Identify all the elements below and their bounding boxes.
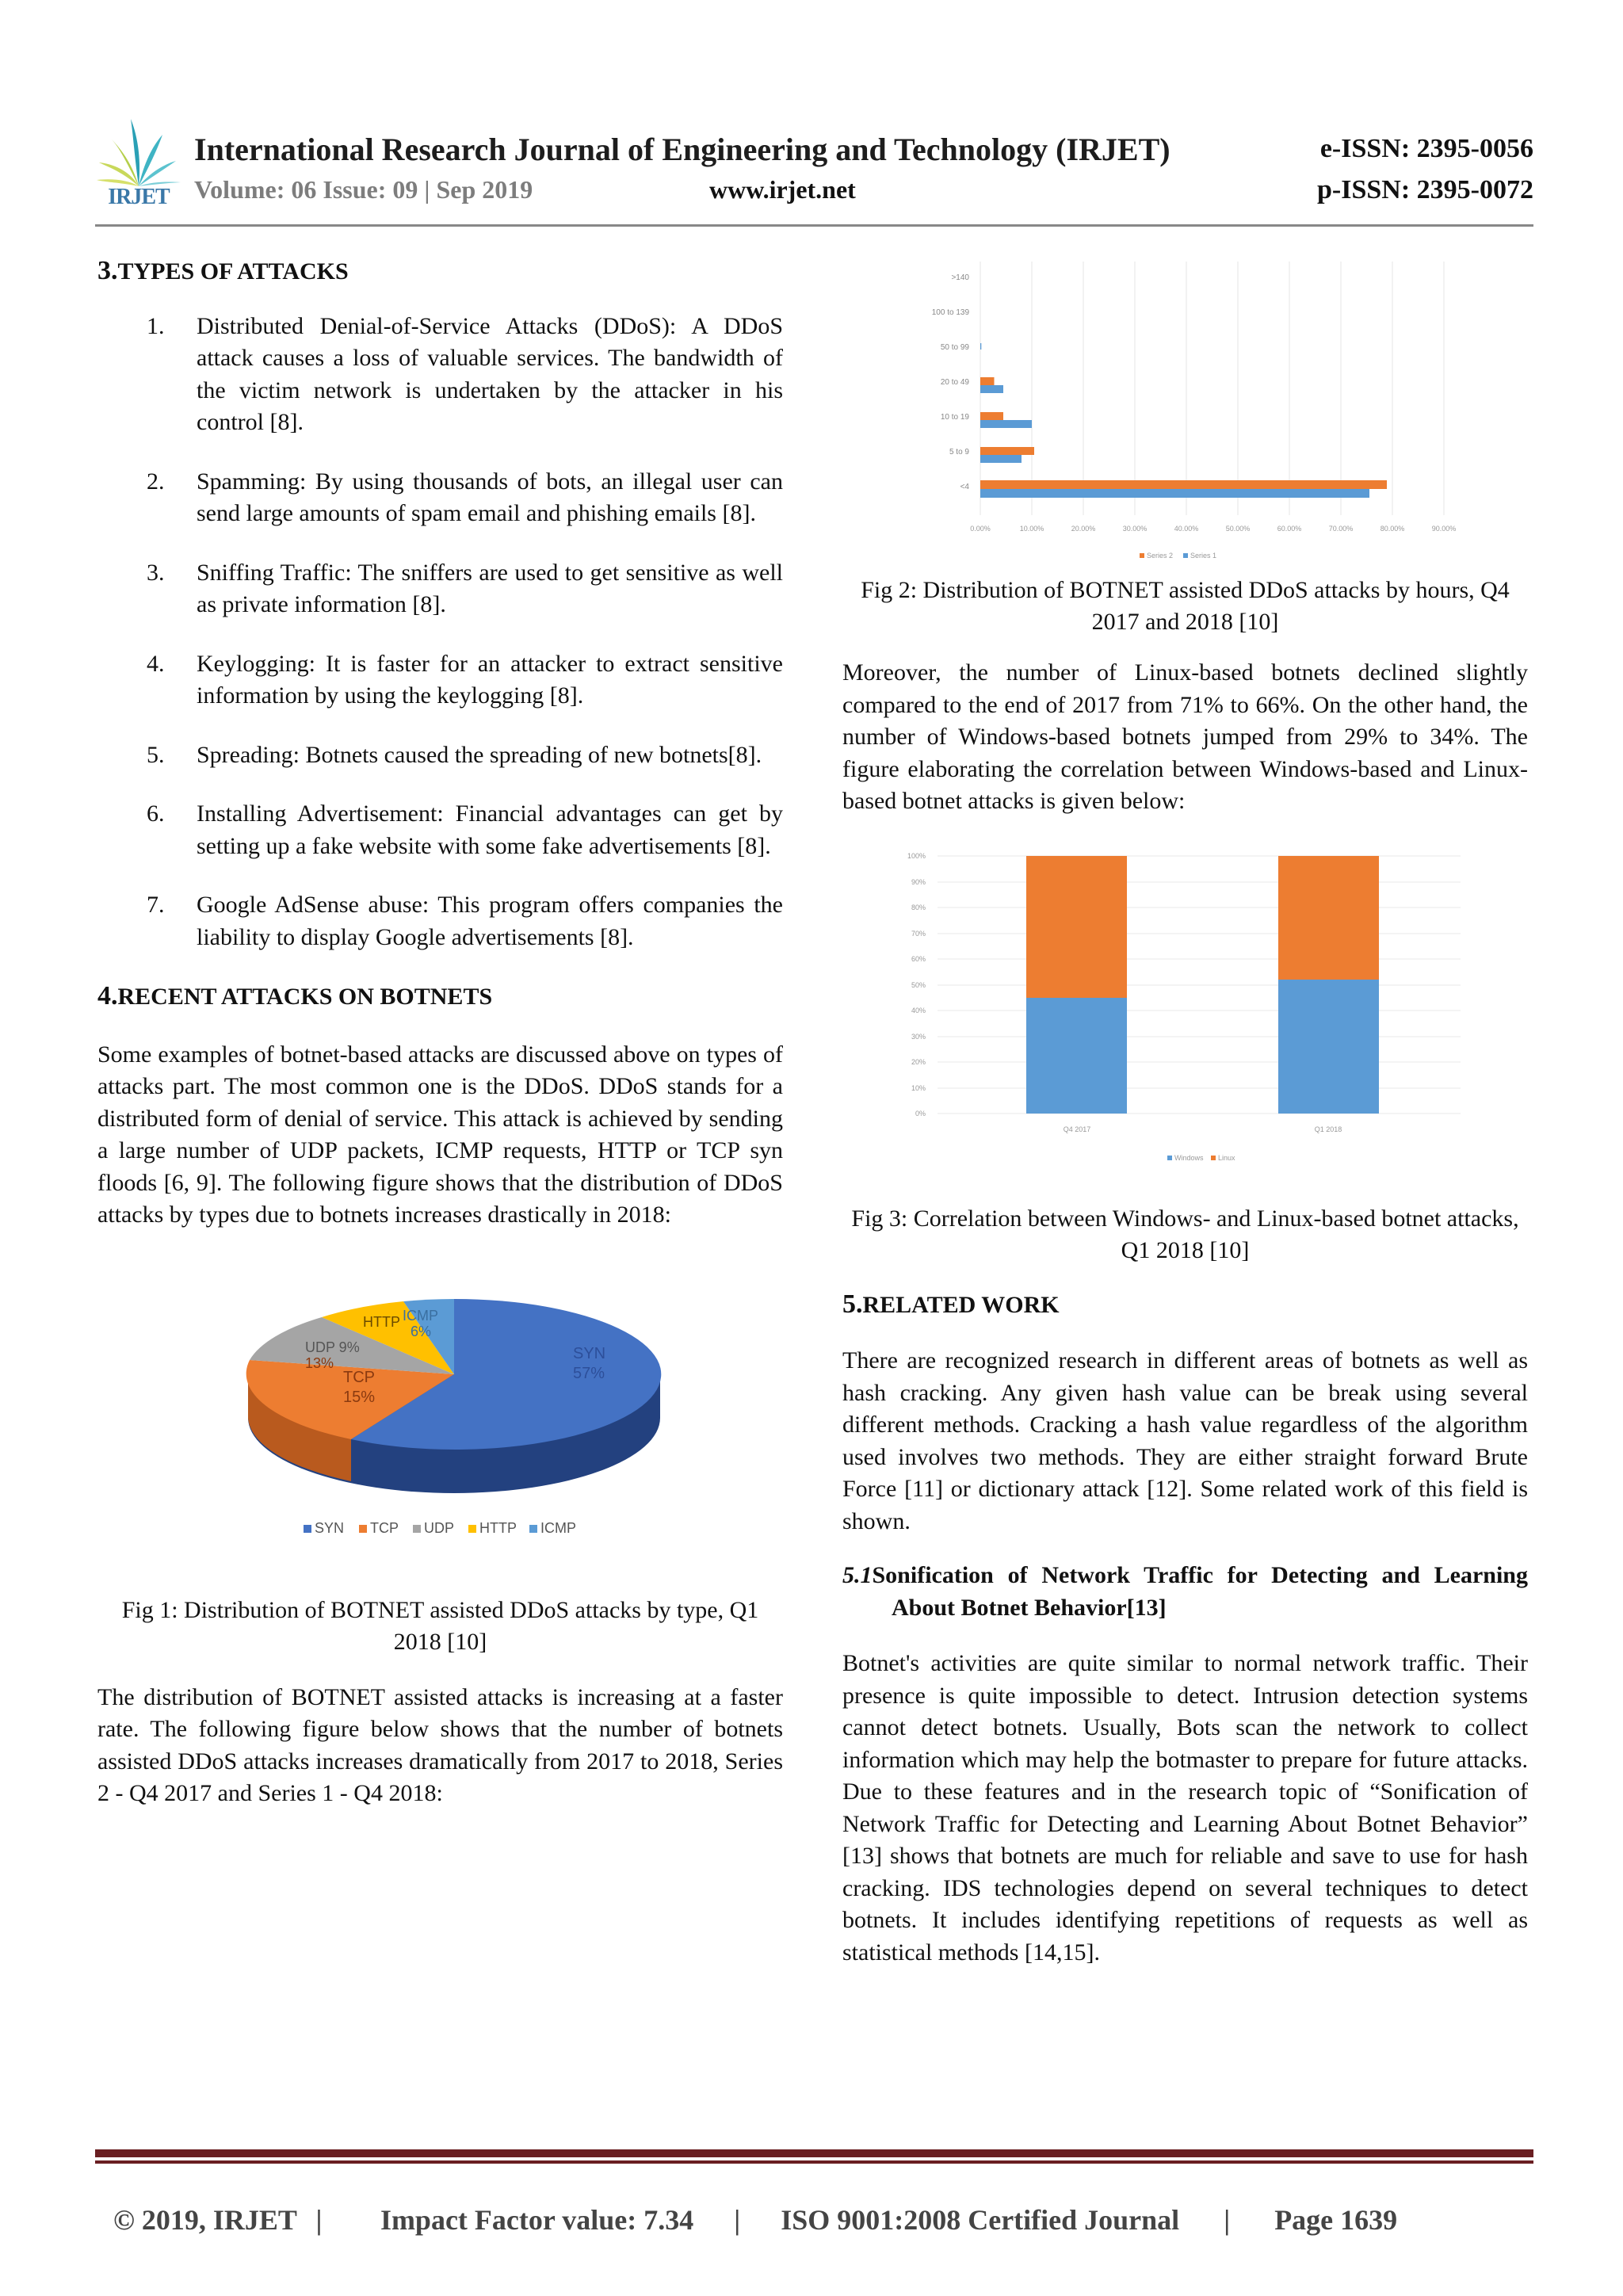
svg-text:HTTP: HTTP (479, 1519, 517, 1536)
section-4-paragraph: Some examples of botnet-based attacks are discussed above on types of attacks part. The most common one is the DDoS. DDoS stands for a distributed form of denial of service. This attack is achieved by sending a large number of UDP packets, ICMP requests, HTTP or TCP syn floods [6, 9]. The following figure shows that the distribution of DDoS attacks by types due to botnets increases drastically in 2018: (97, 1041, 783, 1228)
page-footer: © 2019, IRJET | Impact Factor value: 7.34 | ISO 9001:2008 Certified Journal | Page 1639 (113, 2204, 1398, 2236)
section-4-paragraph-2: The distribution of BOTNET assisted attacks is increasing at a faster rate. The following figure below shows that the number of botnets assisted DDoS attacks increases dramatically from 2017 to 2018, Series 2 - Q4 2017 and Series 1 - Q4 2018: (97, 1683, 783, 1806)
svg-text:50 to 99: 50 to 99 (940, 343, 969, 352)
svg-text:57%: 57% (573, 1364, 605, 1382)
svg-text:UDP 9%: UDP 9% (305, 1339, 360, 1355)
fig3-stacked-bar-chart (842, 840, 1528, 1173)
volume-issue: Volume: 06 Issue: 09 | Sep 2019 (194, 175, 533, 204)
eissn: e-ISSN: 2395-0056 (1319, 134, 1533, 163)
svg-text:80.00%: 80.00% (1380, 525, 1405, 533)
fig2-caption: Fig 2: Distribution of BOTNET assisted DDoS attacks by hours, Q4 2017 and 2018 [10] (861, 577, 1510, 635)
list-item: 7. Google AdSense abuse: This program offers companies the liability to display Google advertisements [8]. (147, 892, 783, 950)
svg-text:HTTP: HTTP (363, 1313, 400, 1330)
list-item: 1. Distributed Denial-of-Service Attacks (DDoS): A DDoS attack causes a loss of valuable services. The bandwidth of the victim network is undertaken by the attacker in his control [8]. (147, 312, 783, 435)
svg-text:Linux: Linux (1218, 1153, 1235, 1162)
svg-text:UDP: UDP (424, 1519, 455, 1536)
svg-text:TCP: TCP (343, 1368, 375, 1386)
svg-text:60.00%: 60.00% (1277, 525, 1302, 533)
svg-text:50.00%: 50.00% (1225, 525, 1251, 533)
footer-rule (95, 2149, 1533, 2157)
footer-page-number: Page 1639 (1274, 2204, 1398, 2236)
fig1-caption: Fig 1: Distribution of BOTNET assisted DDoS attacks by type, Q1 2018 [10] (121, 1596, 759, 1655)
svg-text:60%: 60% (911, 954, 926, 963)
svg-text:50%: 50% (911, 980, 926, 989)
right-column (842, 258, 1528, 1969)
windows-linux-paragraph: Moreover, the number of Linux-based botnets declined slightly compared to the end of 2017 from 71% to 66%. On the other hand, the number of Windows-based botnets jumped from 29% to 34%. The figure elaborating the correlation between Windows-based and Linux-based botnet attacks is given below: (842, 659, 1528, 814)
leaf-logo-icon (95, 115, 182, 190)
fig2-bar-chart (842, 258, 1528, 575)
svg-text:15%: 15% (343, 1388, 376, 1406)
svg-text:90%: 90% (911, 877, 926, 886)
subsection-5-1-heading: 5.1Sonification of Network Traffic for Detecting and Learning About Botnet Behavior[13] (842, 1562, 1528, 1621)
svg-text:40.00%: 40.00% (1174, 525, 1199, 533)
svg-text:100%: 100% (907, 851, 926, 860)
footer-rule-thin (95, 2160, 1533, 2164)
fig3-caption: Fig 3: Correlation between Windows- and Linux-based botnet attacks, Q1 2018 [10] (851, 1205, 1519, 1263)
page-header (95, 115, 1533, 234)
svg-text:20 to 49: 20 to 49 (940, 378, 969, 387)
list-item: 5. Spreading: Botnets caused the spreading of new botnets[8]. (147, 741, 762, 768)
footer-impact-factor: Impact Factor value: 7.34 (380, 2204, 694, 2236)
list-item: 4. Keylogging: It is faster for an attacker to extract sensitive information by using the keylogging [8]. (147, 650, 783, 709)
left-column (97, 255, 783, 1810)
svg-text:13%: 13% (305, 1354, 334, 1371)
svg-text:0%: 0% (915, 1109, 926, 1117)
section-4-heading: 4.RECENT ATTACKS ON BOTNETS (97, 981, 493, 1010)
svg-text:70%: 70% (911, 929, 926, 938)
svg-text:10 to 19: 10 to 19 (940, 413, 969, 422)
fig1-pie-chart (97, 1263, 783, 1549)
svg-text:Q4 2017: Q4 2017 (1063, 1125, 1091, 1133)
footer-copyright: © 2019, IRJET (113, 2204, 297, 2236)
website-link[interactable]: www.irjet.net (709, 175, 856, 204)
svg-text:Windows: Windows (1174, 1153, 1204, 1162)
svg-text:SYN: SYN (315, 1519, 345, 1536)
list-item: 6. Installing Advertisement: Financial advantages can get by setting up a fake website with some fake advertisements [8]. (147, 800, 783, 859)
svg-text:0.00%: 0.00% (970, 525, 991, 533)
svg-text:Series 2: Series 2 (1147, 552, 1174, 560)
svg-text:TCP: TCP (370, 1519, 399, 1536)
attack-types-list (97, 311, 783, 954)
svg-text:<4: <4 (960, 483, 969, 491)
svg-text:Series 1: Series 1 (1190, 552, 1217, 560)
svg-text:Q1 2018: Q1 2018 (1314, 1125, 1342, 1133)
svg-text:20.00%: 20.00% (1071, 525, 1096, 533)
svg-text:ICMP: ICMP (403, 1307, 438, 1324)
svg-text:40%: 40% (911, 1006, 926, 1014)
svg-text:10.00%: 10.00% (1019, 525, 1044, 533)
irjet-logo (95, 115, 182, 218)
svg-text:90.00%: 90.00% (1431, 525, 1457, 533)
pissn: p-ISSN: 2395-0072 (1317, 175, 1533, 204)
svg-text:10%: 10% (911, 1083, 926, 1092)
svg-text:30%: 30% (911, 1032, 926, 1041)
sonification-paragraph: Botnet's activities are quite similar to normal network traffic. Their presence is quite impossible to detect. Intrusion detection systems cannot detect botnets. Usually, Bots scan the network to collect information which may help the botmaster to prepare for future attacks. Due to these features and in the research topic of “Sonification of Network Traffic for Detecting and Learning About Botnet Behavior” [13] shows that botnets are much for reliable and save to use for hash cracking. IDS technologies depend on several techniques to detect botnets. It includes identifying repetitions of requests as well as statistical methods [14,15]. (842, 1650, 1528, 1966)
list-item: 2. Spamming: By using thousands of bots, an illegal user can send large amounts of spam email and phishing emails [8]. (147, 468, 783, 526)
related-work-paragraph: There are recognized research in different areas of botnets as well as hash cracking. Any given hash value can be break using several different methods. Cracking a hash value regardless of the algorithm used involves two methods. They are either straight forward Brute Force [11] or dictionary attack [12]. Some related work of this field is shown. (842, 1347, 1528, 1534)
svg-text:20%: 20% (911, 1057, 926, 1066)
footer-iso: ISO 9001:2008 Certified Journal (781, 2204, 1180, 2236)
svg-text:80%: 80% (911, 903, 926, 911)
header-divider (95, 224, 1533, 227)
svg-text:5 to 9: 5 to 9 (949, 448, 969, 457)
section-3-heading: 3.TYPES OF ATTACKS (97, 256, 349, 285)
svg-text:SYN: SYN (573, 1344, 606, 1362)
svg-text:30.00%: 30.00% (1122, 525, 1148, 533)
svg-text:100 to 139: 100 to 139 (931, 308, 969, 317)
svg-text:ICMP: ICMP (540, 1519, 576, 1536)
section-5-heading: 5.RELATED WORK (842, 1289, 1060, 1319)
list-item: 3. Sniffing Traffic: The sniffers are used to get sensitive as well as private information [8]. (147, 559, 783, 617)
svg-text:>140: >140 (951, 273, 969, 282)
svg-text:70.00%: 70.00% (1328, 525, 1354, 533)
journal-title: International Research Journal of Engineering and Technology (IRJET) (194, 132, 1170, 167)
svg-text:6%: 6% (411, 1323, 432, 1339)
logo-text: IRJET (108, 185, 170, 209)
